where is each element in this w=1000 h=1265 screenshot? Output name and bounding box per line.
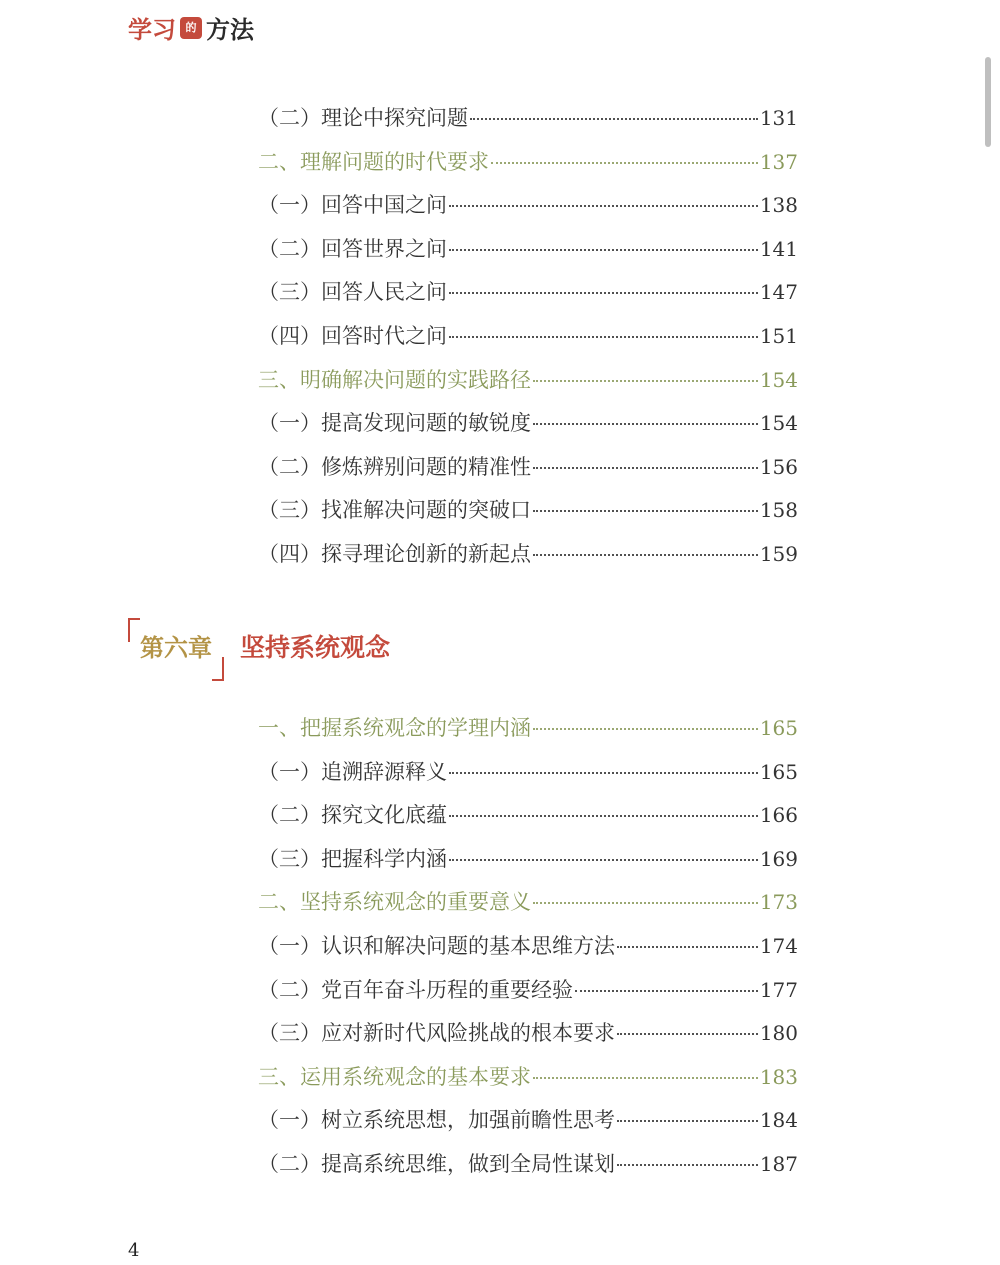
toc-entry-title: 明确解决问题的实践路径 (300, 367, 531, 392)
toc-entry-page: 154 (759, 367, 798, 392)
toc-entry-title: 应对新时代风险挑战的根本要求 (321, 1021, 615, 1046)
toc-leader-dots (617, 1120, 758, 1122)
toc-subsection-entry[interactable] (258, 271, 798, 315)
toc-subsection-entry[interactable] (258, 838, 798, 882)
toc-leader-dots (449, 336, 758, 338)
toc-entry-number: （二） (258, 236, 321, 261)
toc-subsection-entry[interactable] (258, 1099, 798, 1143)
toc-leader-dots (533, 423, 758, 425)
toc-list-top (258, 97, 798, 577)
chapter-label (128, 618, 224, 673)
toc-entry-page: 187 (759, 1151, 798, 1176)
toc-section-entry[interactable] (258, 881, 798, 925)
toc-subsection-entry[interactable] (258, 794, 798, 838)
chapter-label-text: 第六章 (140, 634, 212, 662)
toc-section-entry[interactable] (258, 707, 798, 751)
toc-entry-title: 认识和解决问题的基本思维方法 (321, 933, 615, 958)
toc-subsection-entry[interactable] (258, 97, 798, 141)
toc-subsection-entry[interactable] (258, 446, 798, 490)
toc-entry-number: （二） (258, 454, 321, 479)
toc-entry-title: 回答时代之问 (321, 323, 447, 348)
scrollbar-thumb[interactable] (985, 57, 991, 147)
toc-leader-dots (533, 728, 758, 730)
toc-entry-number: （四） (258, 541, 321, 566)
toc-entry-page: 166 (759, 803, 798, 828)
toc-entry-number: （三） (258, 498, 321, 523)
toc-entry-number: 三、 (258, 367, 300, 392)
header-title-part1: 学习 (128, 16, 176, 44)
running-header (128, 10, 254, 45)
toc-leader-dots (617, 1033, 758, 1035)
toc-leader-dots (617, 1164, 758, 1166)
toc-leader-dots (470, 118, 758, 120)
toc-leader-dots (533, 467, 758, 469)
toc-subsection-entry[interactable] (258, 533, 798, 577)
toc-entry-page: 137 (759, 149, 798, 174)
toc-entry-title: 把握科学内涵 (321, 846, 447, 871)
toc-entry-title: 回答世界之问 (321, 236, 447, 261)
toc-subsection-entry[interactable] (258, 402, 798, 446)
toc-entry-title: 回答人民之问 (321, 280, 447, 305)
toc-section-entry[interactable] (258, 359, 798, 403)
toc-entry-title: 提高系统思维，做到全局性谋划 (321, 1151, 615, 1176)
toc-entry-page: 180 (759, 1021, 798, 1046)
toc-entry-page: 184 (759, 1108, 798, 1133)
toc-leader-dots (533, 380, 758, 382)
toc-entry-page: 169 (759, 846, 798, 871)
toc-entry-page: 156 (759, 454, 798, 479)
toc-entry-page: 159 (759, 541, 798, 566)
toc-entry-number: （一） (258, 193, 321, 218)
toc-entry-page: 183 (759, 1064, 798, 1089)
toc-entry-page: 131 (759, 106, 798, 130)
toc-subsection-entry[interactable] (258, 751, 798, 795)
toc-entry-number: 三、 (258, 1064, 300, 1089)
toc-entry-page: 174 (759, 933, 798, 958)
toc-entry-number: （二） (258, 1151, 321, 1176)
toc-leader-dots (449, 292, 758, 294)
toc-entry-number: （三） (258, 846, 321, 871)
toc-leader-dots (533, 510, 758, 512)
toc-leader-dots (449, 772, 758, 774)
toc-entry-number: 二、 (258, 149, 300, 174)
toc-entry-number: 二、 (258, 890, 300, 915)
toc-entry-number: （一） (258, 411, 321, 436)
toc-entry-title: 把握系统观念的学理内涵 (300, 716, 531, 740)
toc-subsection-entry[interactable] (258, 969, 798, 1013)
toc-entry-title: 提高发现问题的敏锐度 (321, 411, 531, 436)
toc-entry-title: 理论中探究问题 (321, 106, 468, 130)
toc-leader-dots (449, 249, 758, 251)
toc-entry-number: （二） (258, 803, 321, 828)
page-number: 4 (128, 1240, 140, 1261)
toc-list-bottom (258, 707, 798, 1187)
toc-entry-page: 141 (759, 236, 798, 261)
toc-leader-dots (449, 815, 758, 817)
toc-entry-page: 165 (759, 759, 798, 784)
toc-entry-number: （三） (258, 280, 321, 305)
toc-entry-title: 探究文化底蕴 (321, 803, 447, 828)
toc-subsection-entry[interactable] (258, 925, 798, 969)
toc-subsection-entry[interactable] (258, 1143, 798, 1187)
toc-entry-page: 165 (759, 716, 798, 740)
toc-leader-dots (533, 902, 758, 904)
toc-subsection-entry[interactable] (258, 228, 798, 272)
toc-leader-dots (533, 554, 758, 556)
toc-section-entry[interactable] (258, 1056, 798, 1100)
toc-entry-number: （二） (258, 977, 321, 1002)
toc-leader-dots (491, 162, 758, 164)
chapter-heading (128, 618, 390, 673)
toc-entry-number: （三） (258, 1021, 321, 1046)
toc-leader-dots (617, 946, 758, 948)
toc-entry-page: 177 (759, 977, 798, 1002)
toc-entry-number: （一） (258, 759, 321, 784)
toc-entry-title: 运用系统观念的基本要求 (300, 1064, 531, 1089)
toc-entry-title: 找准解决问题的突破口 (321, 498, 531, 523)
toc-entry-page: 151 (759, 323, 798, 348)
toc-subsection-entry[interactable] (258, 1012, 798, 1056)
header-seal: 的 (180, 17, 202, 39)
toc-subsection-entry[interactable] (258, 315, 798, 359)
toc-leader-dots (533, 1077, 758, 1079)
toc-entry-number: （一） (258, 1108, 321, 1133)
toc-entry-title: 坚持系统观念的重要意义 (300, 890, 531, 915)
toc-entry-title: 探寻理论创新的新起点 (321, 541, 531, 566)
toc-entry-page: 154 (759, 411, 798, 436)
toc-entry-title: 树立系统思想，加强前瞻性思考 (321, 1108, 615, 1133)
toc-leader-dots (449, 205, 758, 207)
toc-leader-dots (449, 859, 758, 861)
header-title-part2: 方法 (206, 16, 254, 44)
toc-entry-number: 一、 (258, 716, 300, 740)
toc-subsection-entry[interactable] (258, 184, 798, 228)
toc-entry-title: 追溯辞源释义 (321, 759, 447, 784)
toc-entry-number: （二） (258, 106, 321, 130)
chapter-title: 坚持系统观念 (240, 632, 391, 662)
toc-entry-title: 党百年奋斗历程的重要经验 (321, 977, 573, 1002)
toc-section-entry[interactable] (258, 141, 798, 185)
toc-entry-title: 修炼辨别问题的精准性 (321, 454, 531, 479)
toc-entry-number: （一） (258, 933, 321, 958)
toc-entry-title: 理解问题的时代要求 (300, 149, 489, 174)
toc-entry-page: 173 (759, 890, 798, 915)
toc-leader-dots (575, 990, 758, 992)
toc-entry-title: 回答中国之问 (321, 193, 447, 218)
toc-entry-page: 138 (759, 193, 798, 218)
toc-entry-number: （四） (258, 323, 321, 348)
toc-entry-page: 158 (759, 498, 798, 523)
toc-entry-page: 147 (759, 280, 798, 305)
toc-subsection-entry[interactable] (258, 489, 798, 533)
